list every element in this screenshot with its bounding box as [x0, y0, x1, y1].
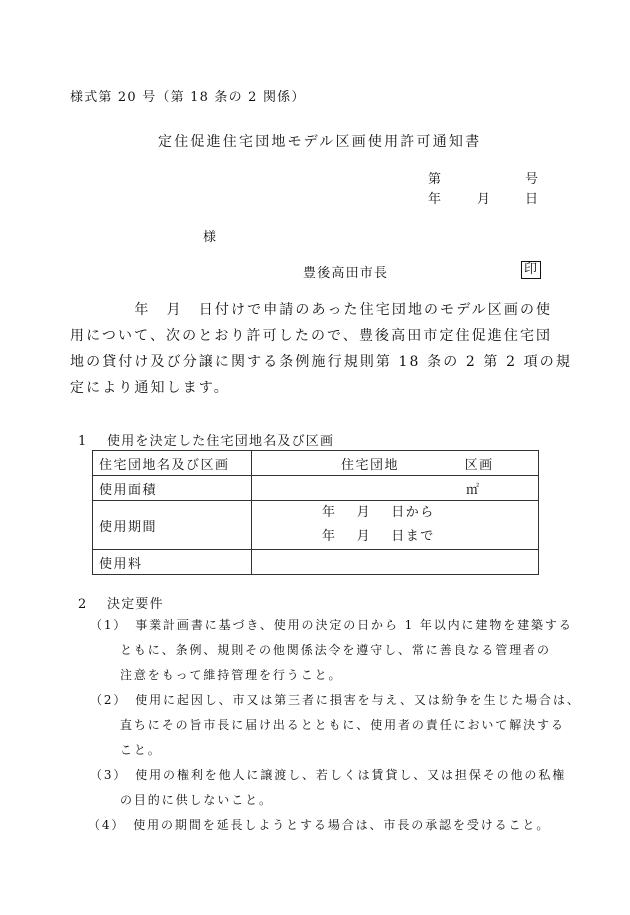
- body-line: 用について、次のとおり許可したので、豊後高田市定住促進住宅団: [70, 328, 553, 344]
- requirement-line: （3） 使用の権利を他人に譲渡し、若しくは賃貸し、又は担保その他の私権: [90, 768, 567, 782]
- period-from: 年 月 日から: [322, 505, 435, 520]
- requirement-line: （2） 使用に起因し、市又は第三者に損害を与え、又は紛争を生じた場合は、: [90, 693, 581, 707]
- table-row: [93, 476, 539, 501]
- value-kukaku: 区画: [464, 457, 494, 473]
- period-to: 年 月 日まで: [322, 529, 435, 544]
- table-row: [93, 501, 539, 550]
- form-number: 様式第 20 号（第 18 条の 2 関係）: [70, 90, 306, 105]
- requirement-line: ともに、条例、規則その他関係法令を遵守し、常に善良なる管理者の: [120, 643, 551, 657]
- table-row: [93, 550, 539, 575]
- requirement-line: こと。: [120, 743, 162, 757]
- body-paragraph: [70, 297, 570, 401]
- seal-mark: [521, 261, 541, 279]
- section1-heading: 1 使用を決定した住宅団地名及び区画: [78, 434, 335, 449]
- value-area: [252, 476, 539, 501]
- table-row: [93, 451, 539, 476]
- doc-number-dai: 第: [428, 172, 443, 187]
- plot-table: [92, 450, 539, 575]
- value-fee: [252, 550, 539, 575]
- label-period: 使用期間: [93, 501, 252, 550]
- seal-label: 印: [521, 261, 541, 279]
- body-line: 地の貸付け及び分譲に関する条例施行規則第 18 条の 2 第 2 項の規: [70, 354, 572, 370]
- value-period: [252, 501, 539, 550]
- requirement-line: 直ちにその旨市長に届け出るとともに、使用者の責任において解決する: [120, 718, 565, 732]
- body-line: 定により通知します。: [70, 380, 230, 396]
- requirement-line: の目的に供しないこと。: [120, 793, 273, 807]
- section2-heading: 2 決定要件: [78, 597, 164, 612]
- date-day: 日: [525, 192, 540, 207]
- document-title: 定住促進住宅団地モデル区画使用許可通知書: [158, 134, 482, 150]
- requirement-line: （4） 使用の期間を延長しようとする場合は、市長の承認を受けること。: [88, 818, 551, 832]
- requirement-line: 注意をもって維持管理を行うこと。: [120, 668, 343, 682]
- label-area: 使用面積: [93, 476, 252, 501]
- date-month: 月: [477, 192, 492, 207]
- area-unit: ㎡: [466, 482, 481, 498]
- label-fee: 使用料: [93, 550, 252, 575]
- value-danchi: 住宅団地: [341, 457, 400, 473]
- doc-number-go: 号: [525, 172, 540, 187]
- addressee-suffix: 様: [203, 230, 218, 245]
- label-name-plot: 住宅団地名及び区画: [93, 451, 252, 476]
- issuer-name: 豊後高田市長: [303, 266, 389, 281]
- requirement-line: （1） 事業計画書に基づき、使用の決定の日から 1 年以内に建物を建築する: [90, 618, 573, 632]
- body-line: 年 月 日付けで申請のあった住宅団地のモデル区画の使: [70, 302, 553, 318]
- value-name-plot: [252, 451, 539, 476]
- date-year: 年: [428, 192, 443, 207]
